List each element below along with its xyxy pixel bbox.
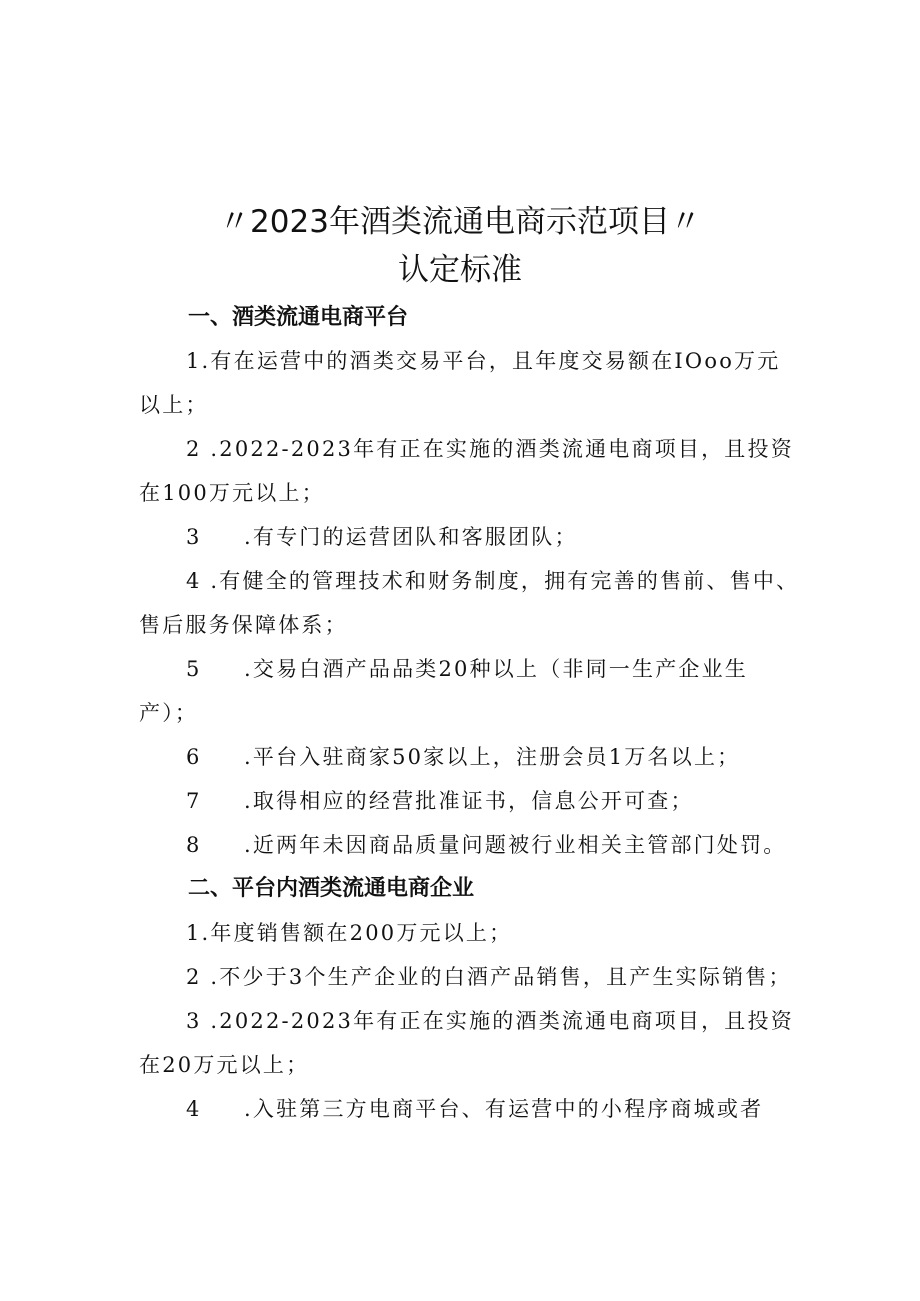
section-2-item-4-number: 4: [186, 1097, 202, 1121]
section-1-item-6: [186, 742, 740, 772]
section-2-item-4-text: .入驻第三方电商平台、有运营中的小程序商城或者: [244, 1097, 764, 1121]
document-title-line-1: 〃2023年酒类流通电商示范项目〃: [219, 204, 701, 240]
section-1-item-1: [186, 346, 780, 376]
section-2-item-1: 1.年度销售额在200万元以上；: [186, 921, 513, 945]
section-1-item-5-cont: 产）；: [139, 701, 199, 725]
section-2-item-2: 2 .不少于3个生产企业的白酒产品销售，且产生实际销售；: [186, 965, 792, 989]
section-1-item-1-cont: 以上；: [139, 393, 209, 417]
section-2-item-3-cont: 在20万元以上；: [139, 1053, 310, 1077]
section-2-item-3: 3 .2022-2023年有正在实施的酒类流通电商项目，且投资: [186, 1009, 794, 1033]
section-1-item-8: [186, 830, 786, 860]
section-1-item-7-text: .取得相应的经营批准证书，信息公开可查；: [244, 789, 694, 813]
section-1-item-5-number: 5: [186, 657, 202, 681]
section-1-item-3-text: .有专门的运营团队和客服团队；: [244, 525, 578, 549]
section-1-item-4: 4 .有健全的管理技术和财务制度，拥有完善的售前、售中、: [186, 569, 800, 593]
section-1-item-1-text: 1.有在运营中的酒类交易平台，且年度交易额在IOoo万元: [186, 349, 781, 373]
section-1-heading: 一、酒类流通电商平台: [188, 305, 409, 330]
section-1-item-2: 2 .2022-2023年有正在实施的酒类流通电商项目，且投资: [186, 437, 794, 461]
section-1-item-6-number: 6: [186, 745, 202, 769]
section-1-item-7: [186, 786, 694, 816]
section-2-heading: 二、平台内酒类流通电商企业: [188, 876, 475, 901]
section-2-item-4: [186, 1094, 763, 1124]
document-title-line-2: 认定标准: [398, 252, 522, 288]
section-1-item-3: [186, 522, 578, 552]
section-1-item-2-cont: 在100万元以上；: [139, 481, 325, 505]
section-1-item-7-number: 7: [186, 789, 202, 813]
section-1-item-5-text: .交易白酒产品品类20种以上（非同一生产企业生: [244, 657, 748, 681]
section-1-item-8-number: 8: [186, 833, 202, 857]
section-1-item-5: [186, 654, 748, 684]
section-1-item-6-text: .平台入驻商家50家以上，注册会员1万名以上；: [244, 745, 741, 769]
section-1-item-8-text: .近两年未因商品质量问题被行业相关主管部门处罚。: [244, 833, 787, 857]
section-1-item-4-cont: 售后服务保障体系；: [139, 613, 348, 637]
section-1-item-3-number: 3: [186, 525, 202, 549]
